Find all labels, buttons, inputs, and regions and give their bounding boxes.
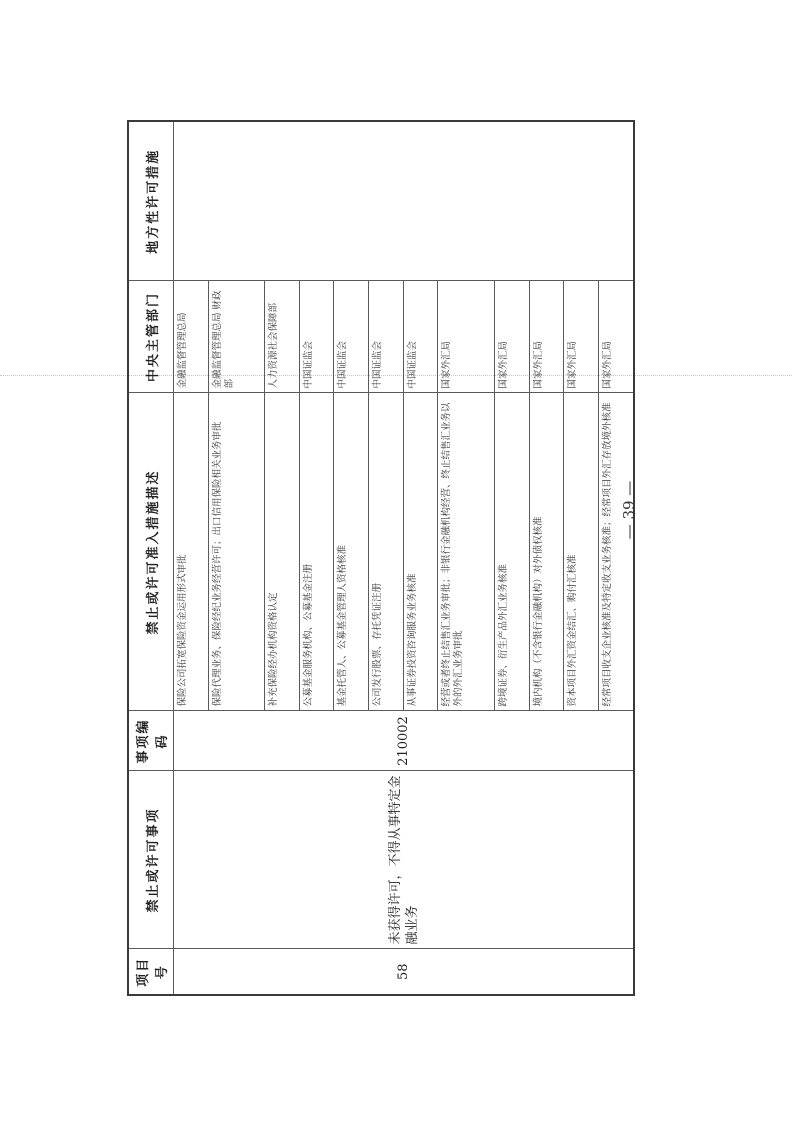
department-cell: 中国证监会 — [403, 281, 438, 393]
department-cell: 中国证监会 — [299, 281, 334, 393]
department-cell: 国家外汇局 — [494, 281, 529, 393]
header-department: 中央主管部门 — [128, 281, 174, 393]
department-cell: 金融监督管理总局 财政部 — [208, 281, 265, 393]
local-measures-cell — [174, 121, 635, 281]
project-number: 58 — [174, 949, 635, 995]
measure-cell: 经营或者终止结售汇业务审批；非银行金融机构经营、终止结售汇业务以外的外汇业务审批 — [438, 393, 495, 711]
permit-table — [127, 120, 635, 996]
department-cell: 金融监督管理总局 — [174, 281, 209, 393]
measure-cell: 从事证券投资咨询服务业务核准 — [403, 393, 438, 711]
rotated-table-container — [127, 122, 635, 996]
table-header-row — [128, 121, 174, 995]
department-cell: 中国证监会 — [334, 281, 369, 393]
measure-cell: 补充保险经办机构资格认定 — [265, 393, 300, 711]
item-code: 210002 — [174, 711, 635, 771]
table-row — [174, 121, 209, 995]
department-cell: 人力资源社会保障部 — [265, 281, 300, 393]
department-cell: 国家外汇局 — [529, 281, 564, 393]
department-cell: 国家外汇局 — [598, 281, 634, 393]
header-measures: 禁止或许可准入措施描述 — [128, 393, 174, 711]
department-cell: 国家外汇局 — [438, 281, 495, 393]
item-name: 未获得许可，不得从事特定金融业务 — [174, 771, 635, 949]
table-frame — [127, 122, 635, 996]
header-project-no: 项目号 — [128, 949, 174, 995]
measure-cell: 境内机构（不含银行金融机构）对外债权核准 — [529, 393, 564, 711]
measure-cell: 公司发行股票、存托凭证注册 — [369, 393, 404, 711]
measure-cell: 保险公司拓宽保险资金运用形式审批 — [174, 393, 209, 711]
measure-cell: 跨境证券、衍生产品外汇业务核准 — [494, 393, 529, 711]
measure-cell: 资本项目外汇资金结汇、购付汇核准 — [564, 393, 599, 711]
header-item: 禁止或许可事项 — [128, 771, 174, 949]
measure-cell: 基金托管人、公募基金管理人资格核准 — [334, 393, 369, 711]
measure-cell: 保险代理业务、保险经纪业务经营许可；出口信用保险相关业务审批 — [208, 393, 265, 711]
measure-cell: 公募基金服务机构、公募基金注册 — [299, 393, 334, 711]
measure-cell: 经常项目收支企业核准及特定收支业务核准；经常项目外汇存放境外核准 — [598, 393, 634, 711]
department-cell: 中国证监会 — [369, 281, 404, 393]
header-code: 事项编码 — [128, 711, 174, 771]
page-number: — 39 — — [620, 480, 638, 540]
department-cell: 国家外汇局 — [564, 281, 599, 393]
header-local: 地方性许可措施 — [128, 121, 174, 281]
